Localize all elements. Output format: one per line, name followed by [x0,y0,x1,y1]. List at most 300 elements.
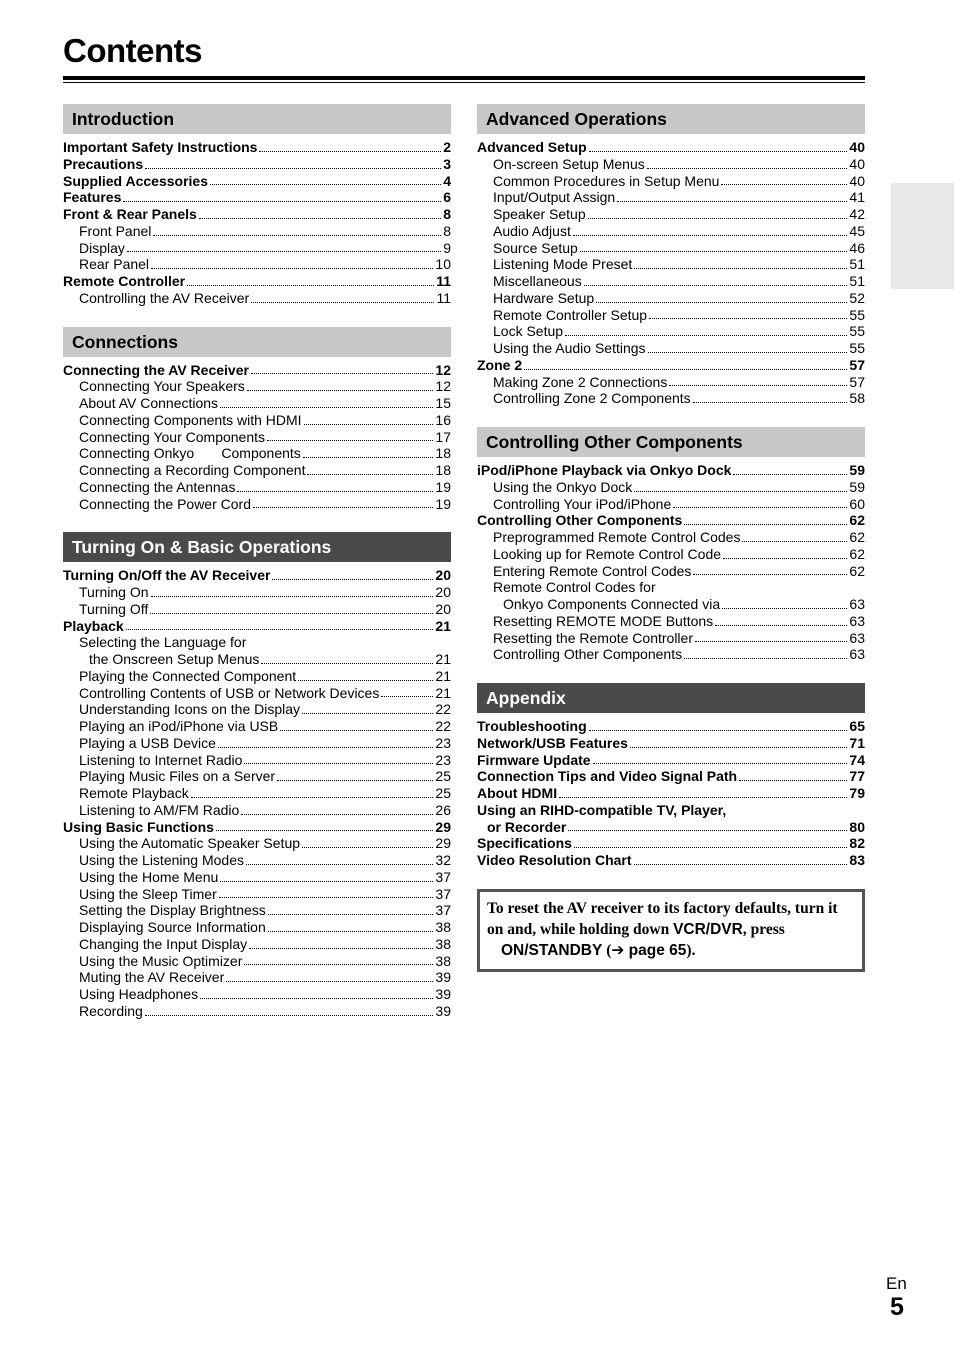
toc-leader-dots [739,780,847,781]
toc-entry-label: Using the Sleep Timer [79,885,217,902]
toc-leader-dots [304,424,434,425]
toc-leader-dots [280,730,433,731]
toc-entry-page: 62 [849,545,865,562]
side-tab [891,183,954,289]
toc-entry-label: About AV Connections [79,395,219,411]
toc-leader-dots [307,474,433,475]
toc-entry-page: 25 [435,785,451,801]
toc-entry-label: Connecting the AV Receiver [63,361,249,378]
toc-entry[interactable] [63,634,451,651]
note-text-3: ( [602,941,612,959]
toc-leader-dots [573,235,848,236]
toc-entry[interactable] [477,173,865,190]
toc-entry-label: Using the Automatic Speaker Setup [79,835,301,852]
toc-leader-dots [244,964,433,965]
toc-leader-dots [153,235,441,236]
toc-entry[interactable] [63,601,451,618]
toc-entry[interactable] [477,752,865,769]
toc-entry-page: 80 [849,818,865,835]
toc-entry[interactable] [63,685,451,702]
toc-leader-dots [589,151,848,152]
toc-entry-label: Lock Setup [493,323,564,340]
toc-entry-label: Using the Audio Settings [493,340,646,356]
toc-entry[interactable] [63,919,451,936]
title-rule [63,76,865,80]
toc-entry-page: 22 [435,701,451,718]
toc-entry-label: Onkyo Components Connected via [503,596,721,612]
toc-entry-page: 55 [849,323,865,340]
toc-entry-page: 32 [435,852,451,868]
toc-leader-dots [199,218,441,219]
toc-entry[interactable] [477,613,865,630]
toc-entry[interactable] [477,819,865,836]
toc-entry[interactable] [63,445,451,462]
toc-entry[interactable] [477,240,865,257]
toc-entry-label: the Onscreen Setup Menus [89,651,260,667]
section-heading: Controlling Other Components [477,427,865,457]
toc-entry-label: Using the Music Optimizer [79,952,243,969]
toc-entry-label: Features [63,189,122,206]
toc-entry[interactable] [63,785,451,802]
toc-entry-label: Playing Music Files on a Server [79,768,276,785]
note-text-2: , press [742,920,785,938]
toc-entry-page: 40 [849,155,865,172]
toc-entry-label: Understanding Icons on the Display [79,701,301,718]
toc-entry-page: 21 [435,651,451,667]
toc-leader-dots [742,541,847,542]
toc-entry-page: 51 [849,273,865,289]
footer-language: En [886,1274,907,1293]
toc-entry[interactable] [477,256,865,273]
toc-section [477,683,865,869]
toc-entry[interactable] [63,567,451,584]
toc-entry-page: 77 [849,768,865,785]
toc-entry-label: Using Headphones [79,986,199,1002]
toc-entry-label: Using the Home Menu [79,868,219,885]
toc-entry[interactable] [63,668,451,685]
toc-leader-dots [693,402,848,403]
toc-entry[interactable] [477,290,865,307]
reset-note-box [477,889,865,972]
toc-entry-page: 8 [443,222,451,239]
toc-leader-dots [684,658,847,659]
toc-leader-dots [568,830,847,831]
toc-entry[interactable] [63,953,451,970]
toc-entry-label: Input/Output Assign [493,189,616,206]
toc-entry[interactable] [63,618,451,635]
toc-entry-label: Using Basic Functions [63,818,214,835]
toc-entry-label: Specifications [477,835,572,852]
toc-entry[interactable] [63,835,451,852]
toc-entry[interactable] [477,273,865,290]
toc-entry[interactable] [477,579,865,596]
toc-entry-label: Front & Rear Panels [63,206,197,222]
toc-entry-page: 38 [435,919,451,935]
toc-entry-page: 39 [435,986,451,1002]
toc-entry-label: or Recorder [487,818,567,835]
toc-entry[interactable] [63,802,451,819]
arrow-right-icon: ➔ [611,941,625,959]
toc-entry-page: 39 [435,969,451,986]
toc-entry-label: Rear Panel [79,256,150,273]
toc-leader-dots [721,184,847,185]
toc-entry-page: 23 [435,734,451,751]
toc-entry[interactable] [63,886,451,903]
toc-leader-dots [693,574,847,575]
toc-entry[interactable] [63,584,451,601]
toc-entry[interactable] [477,546,865,563]
toc-leader-dots [617,201,847,202]
toc-entry[interactable] [477,735,865,752]
toc-entry[interactable] [477,479,865,496]
toc-leader-dots [145,168,441,169]
toc-entry[interactable] [63,273,451,290]
toc-entry[interactable] [477,802,865,819]
toc-entry[interactable] [477,390,865,407]
toc-entry[interactable] [63,173,451,190]
toc-leader-dots [722,608,847,609]
toc-entry[interactable] [63,395,451,412]
toc-entry[interactable] [63,902,451,919]
toc-leader-dots [574,847,848,848]
toc-entry-page: 37 [435,902,451,919]
toc-entry-page: 18 [435,462,451,478]
toc-entry[interactable] [63,429,451,446]
toc-leader-dots [733,474,847,475]
note-button-vcr-dvr: VCR/DVR [673,920,743,938]
toc-leader-dots [524,369,847,370]
toc-entry-label: Remote Controller Setup [493,306,648,323]
toc-entry-label: iPod/iPhone Playback via Onkyo Dock [477,462,732,478]
toc-entry-label: Video Resolution Chart [477,852,632,868]
toc-entry-label: Connecting a Recording Component [79,462,306,478]
toc-leader-dots [187,285,434,286]
toc-entry[interactable] [63,462,451,479]
toc-entry-label: Displaying Source Information [79,919,266,935]
toc-leader-dots [218,747,433,748]
toc-entry[interactable] [477,835,865,852]
toc-entry-label: Playing the Connected Component [79,667,297,684]
toc-entry-page: 60 [849,495,865,512]
note-line-2 [487,940,855,961]
toc-entry-page: 58 [849,390,865,407]
toc-entry-label: Playing an iPod/iPhone via USB [79,718,279,734]
toc-entry[interactable] [477,496,865,513]
toc-entry-page: 21 [435,667,451,684]
toc-entry-label: Controlling Other Components [493,646,683,663]
toc-entry[interactable] [63,701,451,718]
toc-entry-page: 57 [849,356,865,373]
toc-leader-dots [580,251,848,252]
toc-entry-page: 55 [849,340,865,356]
toc-section [63,532,451,1019]
toc-entry[interactable] [63,290,451,307]
toc-entry[interactable] [477,307,865,324]
toc-leader-dots [123,201,441,202]
section-heading: Introduction [63,104,451,134]
toc-leader-dots [253,507,433,508]
toc-entry-label: Preprogrammed Remote Control Codes [493,529,741,545]
section-heading: Advanced Operations [477,104,865,134]
toc-entry-page: 45 [849,222,865,239]
left-column [63,104,451,1040]
toc-entry[interactable] [63,496,451,513]
toc-entry-page: 46 [849,239,865,256]
toc-leader-dots [219,897,434,898]
toc-entry-page: 62 [849,512,865,529]
toc-leader-dots [559,797,847,798]
toc-entry[interactable] [63,256,451,273]
toc-entry[interactable] [477,852,865,869]
toc-entry-label: Connecting Components with HDMI [79,411,302,428]
toc-entry[interactable] [477,768,865,785]
toc-entry[interactable] [63,479,451,496]
toc-leader-dots [272,579,433,580]
toc-leader-dots [259,151,441,152]
section-heading: Connections [63,327,451,357]
toc-entry-label: Remote Controller [63,273,186,289]
toc-entry-page: 63 [849,646,865,663]
toc-entry-label: Speaker Setup [493,206,586,222]
toc-leader-dots [673,507,847,508]
note-text-4: ). [686,941,696,959]
toc-entry-label: Important Safety Instructions [63,139,258,155]
toc-leader-dots [648,352,848,353]
toc-entry-label: Changing the Input Display [79,935,248,952]
toc-leader-dots [268,914,434,915]
toc-entry-page: 4 [443,172,451,189]
toc-entry-label: Resetting REMOTE MODE Buttons [493,612,714,629]
toc-entry-page: 37 [435,885,451,902]
toc-entry[interactable] [477,718,865,735]
toc-entry-label: Remote Playback [79,785,189,801]
toc-entry[interactable] [63,768,451,785]
toc-entry[interactable] [477,139,865,156]
toc-entry[interactable] [63,378,451,395]
toc-leader-dots [381,696,433,697]
toc-entry-label: About HDMI [477,785,558,801]
toc-entry[interactable] [477,462,865,479]
toc-entry-label: Turning On [79,584,149,600]
toc-entry-page: 63 [849,596,865,612]
toc-entry-page: 52 [849,289,865,306]
toc-entry[interactable] [477,512,865,529]
toc-entry[interactable] [63,969,451,986]
toc-leader-dots [588,218,848,219]
note-button-on-standby: ON/STANDBY [501,941,603,959]
toc-entry-page: 20 [435,600,451,617]
toc-entry-label: Connection Tips and Video Signal Path [477,768,738,785]
toc-entry-label: Troubleshooting [477,718,587,734]
toc-entry-label: Common Procedures in Setup Menu [493,172,720,189]
toc-entry[interactable] [63,189,451,206]
toc-entry-label: Hardware Setup [493,289,595,306]
toc-leader-dots [302,713,433,714]
toc-entry[interactable] [63,240,451,257]
toc-entry[interactable] [63,869,451,886]
toc-entry[interactable] [477,223,865,240]
toc-entry-page: 39 [435,1002,451,1019]
toc-entry-label: Controlling the AV Receiver [79,289,250,306]
toc-entry-label: Recording [79,1002,143,1019]
toc-entry-page: 18 [435,445,451,462]
toc-leader-dots [237,491,433,492]
toc-entry-label: Setting the Display Brightness [79,902,266,919]
toc-entry[interactable] [477,785,865,802]
right-column [477,104,865,972]
toc-section [63,327,451,513]
toc-entry-page: 55 [849,306,865,323]
toc-entry-label: Connecting Your Components [79,428,266,445]
toc-entry[interactable] [63,223,451,240]
toc-entry[interactable] [63,1003,451,1020]
toc-entry-page: 23 [435,751,451,768]
toc-leader-dots [723,558,847,559]
toc-entry[interactable] [63,206,451,223]
toc-section [477,427,865,663]
toc-leader-dots [126,629,434,630]
toc-entry-page: 12 [435,378,451,395]
toc-entry[interactable] [63,156,451,173]
toc-leader-dots [634,491,847,492]
toc-entry-page: 12 [435,361,451,378]
toc-entry-label: Connecting Your Speakers [79,378,245,395]
toc-entry-page: 3 [443,155,451,172]
toc-entry-page: 59 [849,478,865,495]
section-heading: Appendix [477,683,865,713]
toc-entry[interactable] [63,986,451,1003]
toc-entry[interactable] [477,189,865,206]
toc-leader-dots [251,373,433,374]
toc-leader-dots [249,948,433,949]
toc-entry[interactable] [63,852,451,869]
toc-entry[interactable] [477,323,865,340]
toc-entry[interactable] [477,374,865,391]
toc-entry[interactable] [477,357,865,374]
toc-entry-page: 51 [849,256,865,273]
toc-entry-label: Using an RIHD-compatible TV, Player, [477,801,727,818]
toc-leader-dots [669,385,847,386]
toc-entry-page: 8 [443,206,451,222]
toc-entry-page: 83 [849,852,865,868]
toc-leader-dots [251,302,434,303]
toc-entry[interactable] [477,529,865,546]
toc-entry-page: 59 [849,462,865,478]
toc-entry-label: Connecting Onkyo Components [79,445,301,462]
toc-entry-page: 21 [435,684,451,701]
toc-leader-dots [241,814,433,815]
toc-leader-dots [261,663,433,664]
toc-entry-page: 71 [849,734,865,751]
toc-entry-label: Muting the AV Receiver [79,969,225,986]
toc-entry[interactable] [63,819,451,836]
toc-entry[interactable] [63,936,451,953]
toc-entry-page: 6 [443,189,451,206]
toc-entry[interactable] [63,139,451,156]
toc-leader-dots [216,830,434,831]
toc-entry[interactable] [477,340,865,357]
toc-entry[interactable] [63,752,451,769]
toc-entry-page: 21 [435,617,451,634]
toc-entry[interactable] [477,630,865,647]
toc-entry-label: Network/USB Features [477,734,628,751]
toc-leader-dots [630,747,847,748]
toc-entry[interactable] [63,362,451,379]
toc-entry-page: 42 [849,206,865,222]
toc-entry-page: 11 [436,273,451,289]
toc-entry-page: 38 [435,952,451,969]
toc-entry-page: 74 [849,751,865,768]
toc-leader-dots [220,407,433,408]
toc-entry-label: Resetting the Remote Controller [493,629,693,646]
toc-section [63,104,451,307]
toc-entry-page: 19 [435,495,451,512]
toc-entry-label: Precautions [63,155,144,172]
toc-entry-label: Looking up for Remote Control Code [493,545,722,562]
toc-entry-page: 19 [435,478,451,495]
toc-entry-label: Controlling Other Components [477,512,683,529]
toc-leader-dots [150,613,433,614]
toc-entry-label: Advanced Setup [477,139,587,155]
note-page-ref[interactable]: page 65 [624,941,687,959]
toc-entry-page: 82 [849,835,865,852]
toc-entry-page: 16 [435,411,451,428]
toc-entry-page: 29 [435,818,451,835]
toc-entry-label: Source Setup [493,239,578,256]
toc-entry-label: Remote Control Codes for [493,579,656,596]
toc-entry[interactable] [477,156,865,173]
title-rule-thin [63,82,865,83]
toc-entry-label: Zone 2 [477,356,523,373]
toc-entry-label: Using the Onkyo Dock [493,478,633,495]
toc-leader-dots [596,302,847,303]
toc-entry[interactable] [63,735,451,752]
toc-leader-dots [584,285,848,286]
toc-leader-dots [268,931,434,932]
toc-entry-label: Turning On/Off the AV Receiver [63,567,271,584]
toc-entry-page: 63 [849,629,865,646]
section-heading: Turning On & Basic Operations [63,532,451,562]
toc-entry-label: Audio Adjust [493,222,571,239]
toc-leader-dots [649,318,847,319]
toc-leader-dots [226,981,433,982]
toc-leader-dots [220,881,433,882]
toc-entry-page: 9 [443,239,451,256]
right-sections [477,104,865,869]
toc-entry-page: 62 [849,562,865,579]
toc-entry-label: Controlling Your iPod/iPhone [493,495,672,512]
toc-entry-page: 11 [436,289,451,306]
toc-leader-dots [715,625,847,626]
toc-entry[interactable] [63,412,451,429]
toc-entry-label: Supplied Accessories [63,172,208,189]
toc-entry-label: Listening to Internet Radio [79,751,243,768]
toc-leader-dots [298,680,433,681]
footer-page-number: 5 [890,1293,904,1321]
toc-leader-dots [277,780,433,781]
toc-entry[interactable] [63,718,451,735]
toc-section [477,104,865,407]
toc-entry-page: 40 [849,139,865,155]
toc-entry[interactable] [477,206,865,223]
toc-leader-dots [565,335,847,336]
toc-entry[interactable] [477,596,865,613]
toc-entry[interactable] [63,651,451,668]
toc-entry[interactable] [477,646,865,663]
toc-entry[interactable] [477,563,865,580]
toc-entry-page: 25 [435,768,451,785]
toc-leader-dots [145,1015,434,1016]
